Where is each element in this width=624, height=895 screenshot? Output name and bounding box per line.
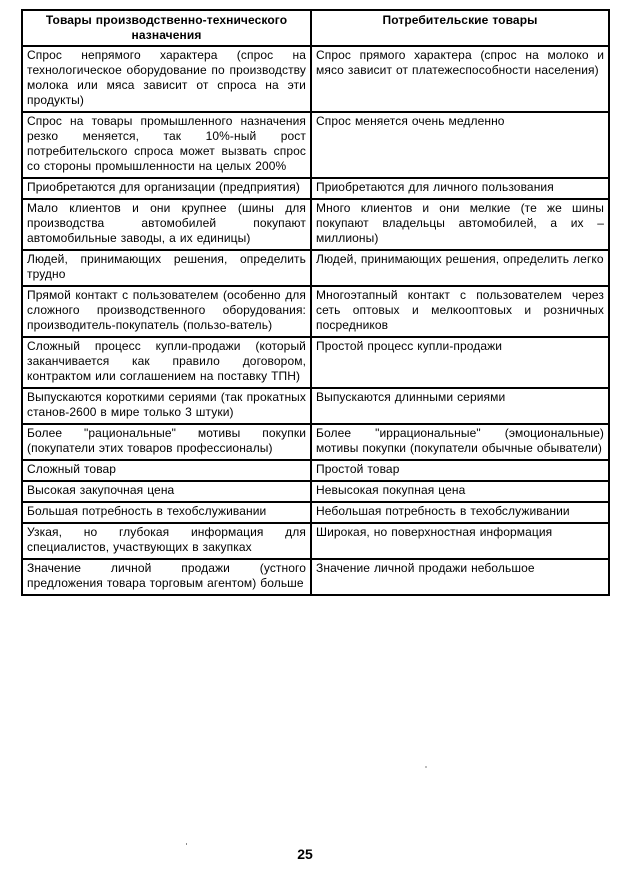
table-cell: Узкая, но глубокая информация для специалистов, участвующих в закупках [22,523,311,559]
table-cell: Прямой контакт с пользователем (особенно для сложного производственного оборудования: производитель-покупатель (пользо-ватель) [22,286,311,337]
table-cell: Высокая закупочная цена [22,481,311,502]
table-cell: Выпускаются длинными сериями [311,388,609,424]
table-row [22,460,609,481]
table-cell: Сложный процесс купли-продажи (который заканчивается как правило договором, контрактом или соглашением на поставку ТПН) [22,337,311,388]
table-row [22,502,609,523]
table-row [22,46,609,112]
table-row [22,250,609,286]
table-cell: Более "рациональные" мотивы покупки (покупатели этих товаров профессионалы) [22,424,311,460]
table-header-row [22,10,609,46]
scan-speck [425,766,427,768]
table-cell: Приобретаются для организации (предприятия) [22,178,311,199]
table-cell: Спрос меняется очень медленно [311,112,609,178]
table-cell: Небольшая потребность в техобслуживании [311,502,609,523]
table-cell: Простой процесс купли-продажи [311,337,609,388]
table-cell: Простой товар [311,460,609,481]
table-cell: Приобретаются для личного пользования [311,178,609,199]
table-row [22,337,609,388]
table-cell: Выпускаются короткими сериями (так прокатных станов-2600 в мире только 3 штуки) [22,388,311,424]
table-cell: Спрос непрямого характера (спрос на технологическое оборудование по производству молока или мяса зависит от спроса на эти продукты) [22,46,311,112]
table-row [22,286,609,337]
table-cell: Спрос на товары промышленного назначения резко меняется, так 10%-ный рост потребительского спроса может вызвать спрос со стороны промышленности на целых 200% [22,112,311,178]
table-row [22,199,609,250]
table-cell: Людей, принимающих решения, определить легко [311,250,609,286]
table-row [22,178,609,199]
table-cell: Широкая, но поверхностная информация [311,523,609,559]
table-row [22,481,609,502]
table-row [22,523,609,559]
table-cell: Более "иррациональные" (эмоциональные) мотивы покупки (покупатели обычные обыватели) [311,424,609,460]
table-cell: Невысокая покупная цена [311,481,609,502]
table-cell: Значение личной продажи небольшое [311,559,609,595]
table-cell: Людей, принимающих решения, определить трудно [22,250,311,286]
table-cell: Многоэтапный контакт с пользователем через сеть оптовых и мелкооптовых и розничных посредников [311,286,609,337]
table-cell: Сложный товар [22,460,311,481]
table-row [22,112,609,178]
table-row [22,559,609,595]
table-cell: Большая потребность в техобслуживании [22,502,311,523]
goods-comparison-table [21,9,610,596]
table-row [22,424,609,460]
table-cell: Значение личной продажи (устного предложения товара торговым агентом) больше [22,559,311,595]
table-cell: Много клиентов и они мелкие (те же шины покупают владельцы автомобилей, а их – миллионы) [311,199,609,250]
scan-speck [186,843,187,845]
table-cell: Мало клиентов и они крупнее (шины для производства автомобилей покупают автомобильные заводы, а их единицы) [22,199,311,250]
table-cell: Спрос прямого характера (спрос на молоко и мясо зависит от платежеспособности населения) [311,46,609,112]
table-row [22,388,609,424]
header-industrial-goods: Товары производственно-технического назначения [22,10,311,46]
page-number: 25 [297,846,313,862]
header-consumer-goods: Потребительские товары [311,10,609,46]
